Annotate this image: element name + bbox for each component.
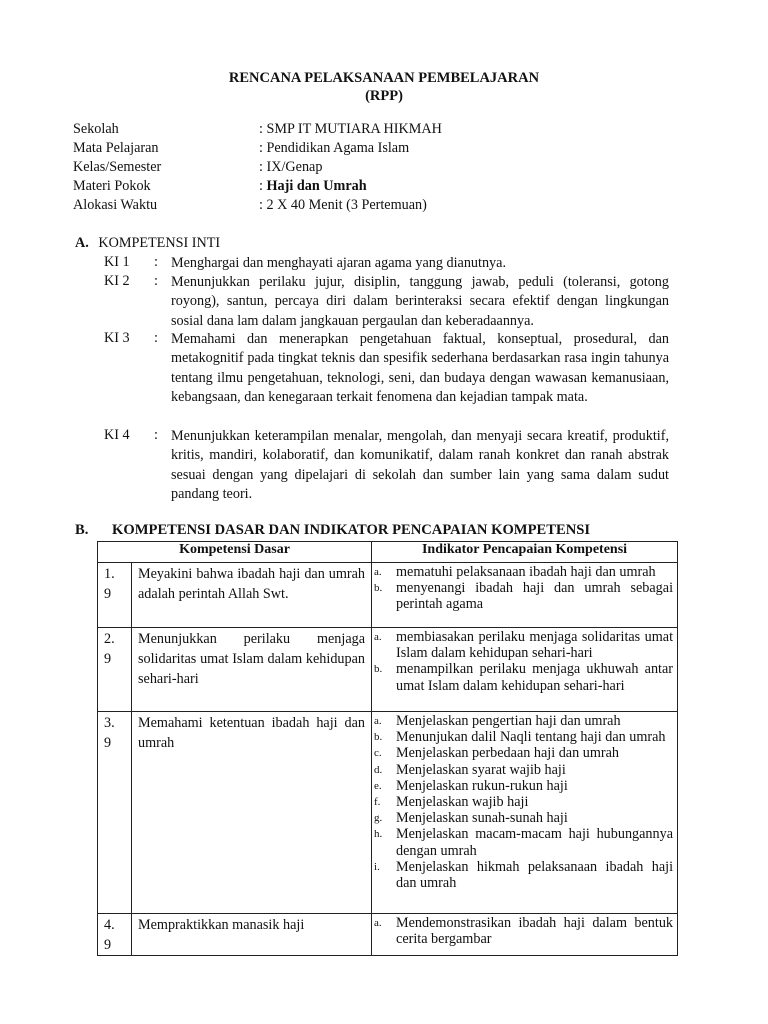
ki-code: KI 3 (104, 330, 130, 346)
info-value: : SMP IT MUTIARA HIKMAH (259, 121, 442, 137)
indicator-letter: f. (374, 796, 381, 809)
ki-code: KI 4 (104, 427, 130, 443)
kd-number-a: 3. (104, 715, 115, 731)
kd-number-a: 2. (104, 631, 115, 647)
info-value (259, 178, 367, 195)
indicator-list (372, 563, 678, 628)
kd-number-b: 9 (104, 586, 112, 602)
indicator-letter: b. (374, 663, 383, 676)
info-label: Sekolah (73, 121, 119, 137)
kd-number-b: 9 (104, 735, 112, 751)
indicator-letter: a. (374, 631, 382, 643)
ki-code: KI 2 (104, 273, 130, 289)
table-row (98, 563, 678, 628)
info-label: Mata Pelajaran (73, 140, 159, 156)
kd-number (98, 563, 132, 628)
indicator-text: menampilkan perilaku menjaga ukhuwah antar umat Islam dalam kehidupan sehari-hari (396, 661, 674, 694)
info-label: Alokasi Waktu (73, 197, 158, 213)
indicator-text: menyenangi ibadah haji dan umrah sebagai perintah agama (396, 580, 674, 613)
table-row (98, 628, 678, 712)
ki-text: Menghargai dan menghayati ajaran agama yang dianutnya. (171, 255, 506, 271)
indicator-text: Menunjukan dalil Naqli tentang haji dan umrah (396, 729, 666, 746)
table-header-indicator: Indikator Pencapaian Kompetensi (372, 542, 678, 563)
indicator-item (374, 564, 673, 580)
info-label: Kelas/Semester (73, 159, 162, 175)
indicator-item (374, 629, 673, 661)
indicator-list (372, 628, 678, 712)
kd-number-a: 4. (104, 917, 115, 933)
indicator-letter: b. (374, 731, 383, 744)
indicator-text: Menjelaskan macam-macam haji hubungannya dengan umrah (396, 826, 674, 859)
indicator-text: Menjelaskan wajib haji (396, 794, 529, 811)
section-a-letter: A. (75, 235, 89, 251)
indicator-letter: g. (374, 812, 383, 825)
ki-text: Menunjukkan perilaku jujur, disiplin, tanggung jawab, peduli (toleransi, gotong royong), santun, percaya diri dalam berinteraksi secara efektif dengan lingkungan sosial dana lam dalam jangkauan pergaulan dan keberadaannya. (171, 274, 669, 329)
info-value: : IX/Genap (259, 159, 323, 175)
kd-number-b: 9 (104, 651, 112, 667)
indicator-item (374, 729, 673, 745)
indicator-letter: e. (374, 779, 382, 792)
indicator-item (374, 661, 673, 693)
info-label: Materi Pokok (73, 178, 151, 194)
indicator-item (374, 762, 673, 778)
indicator-text: Mendemonstrasikan ibadah haji dalam bentuk cerita bergambar (396, 915, 674, 948)
kd-text: Menunjukkan perilaku menjaga solidaritas umat Islam dalam kehidupan sehari-hari (132, 628, 372, 712)
indicator-item (374, 713, 673, 729)
indicator-text: Menjelaskan rukun-rukun haji (396, 777, 568, 794)
indicator-item (374, 810, 673, 826)
document-title: RENCANA PELAKSANAAN PEMBELAJARAN (228, 70, 540, 86)
info-value: : 2 X 40 Menit (3 Pertemuan) (259, 197, 427, 213)
indicator-letter: a. (374, 715, 382, 727)
indicator-letter: a. (374, 917, 382, 929)
ki-colon: : (154, 427, 158, 443)
section-a-title: KOMPETENSI INTI (98, 235, 221, 251)
info-value-bold: Haji dan Umrah (266, 178, 367, 194)
section-b-heading (75, 522, 590, 539)
kd-number-a: 1. (104, 566, 115, 582)
kd-number (98, 628, 132, 712)
table-row (98, 712, 678, 914)
indicator-list (372, 914, 678, 956)
ki-colon: : (154, 254, 158, 270)
ki-colon: : (154, 273, 158, 289)
indicator-text: membiasakan perilaku menjaga solidaritas umat Islam dalam kehidupan sehari-hari (396, 629, 674, 662)
indicator-item (374, 915, 673, 947)
indicator-text: Menjelaskan sunah-sunah haji (396, 810, 568, 827)
ki-text: Menunjukkan keterampilan menalar, mengolah, dan menyaji secara kreatif, produktif, kritis, mandiri, kolaboratif, dan komunikatif, dalam ranah konkret dan ranah abstrak sesuai dengan yang dipelajari di sekolah dan sumber lain yang sama dalam sudut pandang teori. (171, 428, 669, 502)
ki-text: Memahami dan menerapkan pengetahuan faktual, konseptual, prosedural, dan metakognitif pada tingkat teknis dan spesifik sederhana berdasarkan rasa ingin tahunya tentang ilmu pengetahuan, teknologi, seni, dan budaya dengan wawasan kemanusiaan, kebangsaan, dan kenegaraan terkait fenomena dan kejadian tampak mata. (171, 331, 669, 405)
kd-indicator-table (97, 541, 678, 956)
indicator-letter: c. (374, 747, 382, 760)
info-value-prefix: : (259, 178, 267, 194)
ki-colon: : (154, 330, 158, 346)
indicator-letter: d. (374, 763, 383, 776)
ki-code: KI 1 (104, 254, 130, 270)
kd-text: Memahami ketentuan ibadah haji dan umrah (132, 712, 372, 914)
indicator-text: Menjelaskan pengertian haji dan umrah (396, 713, 621, 729)
indicator-item (374, 580, 673, 612)
kd-number (98, 712, 132, 914)
indicator-item (374, 745, 673, 761)
document-subtitle: (RPP) (365, 88, 403, 104)
indicator-item (374, 778, 673, 794)
table-header-row (98, 542, 678, 563)
kd-number (98, 914, 132, 956)
kd-text: Meyakini bahwa ibadah haji dan umrah adalah perintah Allah Swt. (132, 563, 372, 628)
indicator-item (374, 826, 673, 858)
indicator-letter: i. (374, 860, 380, 873)
indicator-letter: h. (374, 828, 383, 841)
indicator-item (374, 859, 673, 891)
kd-number-b: 9 (104, 937, 112, 953)
section-b-title: KOMPETENSI DASAR DAN INDIKATOR PENCAPAIAN KOMPETENSI (112, 522, 591, 538)
indicator-text: mematuhi pelaksanaan ibadah haji dan umrah (396, 564, 656, 580)
table-row (98, 914, 678, 956)
indicator-text: Menjelaskan syarat wajib haji (396, 761, 566, 778)
indicator-letter: b. (374, 582, 383, 595)
indicator-text: Menjelaskan hikmah pelaksanaan ibadah haji dan umrah (396, 858, 674, 892)
kd-text: Mempraktikkan manasik haji (132, 914, 372, 956)
info-value: : Pendidikan Agama Islam (259, 140, 410, 156)
section-b-letter: B. (75, 522, 89, 538)
table-header-kd: Kompetensi Dasar (98, 542, 372, 563)
indicator-item (374, 794, 673, 810)
indicator-text: Menjelaskan perbedaan haji dan umrah (396, 745, 619, 762)
indicator-letter: a. (374, 566, 382, 578)
indicator-list (372, 712, 678, 914)
section-a-heading (75, 235, 220, 252)
